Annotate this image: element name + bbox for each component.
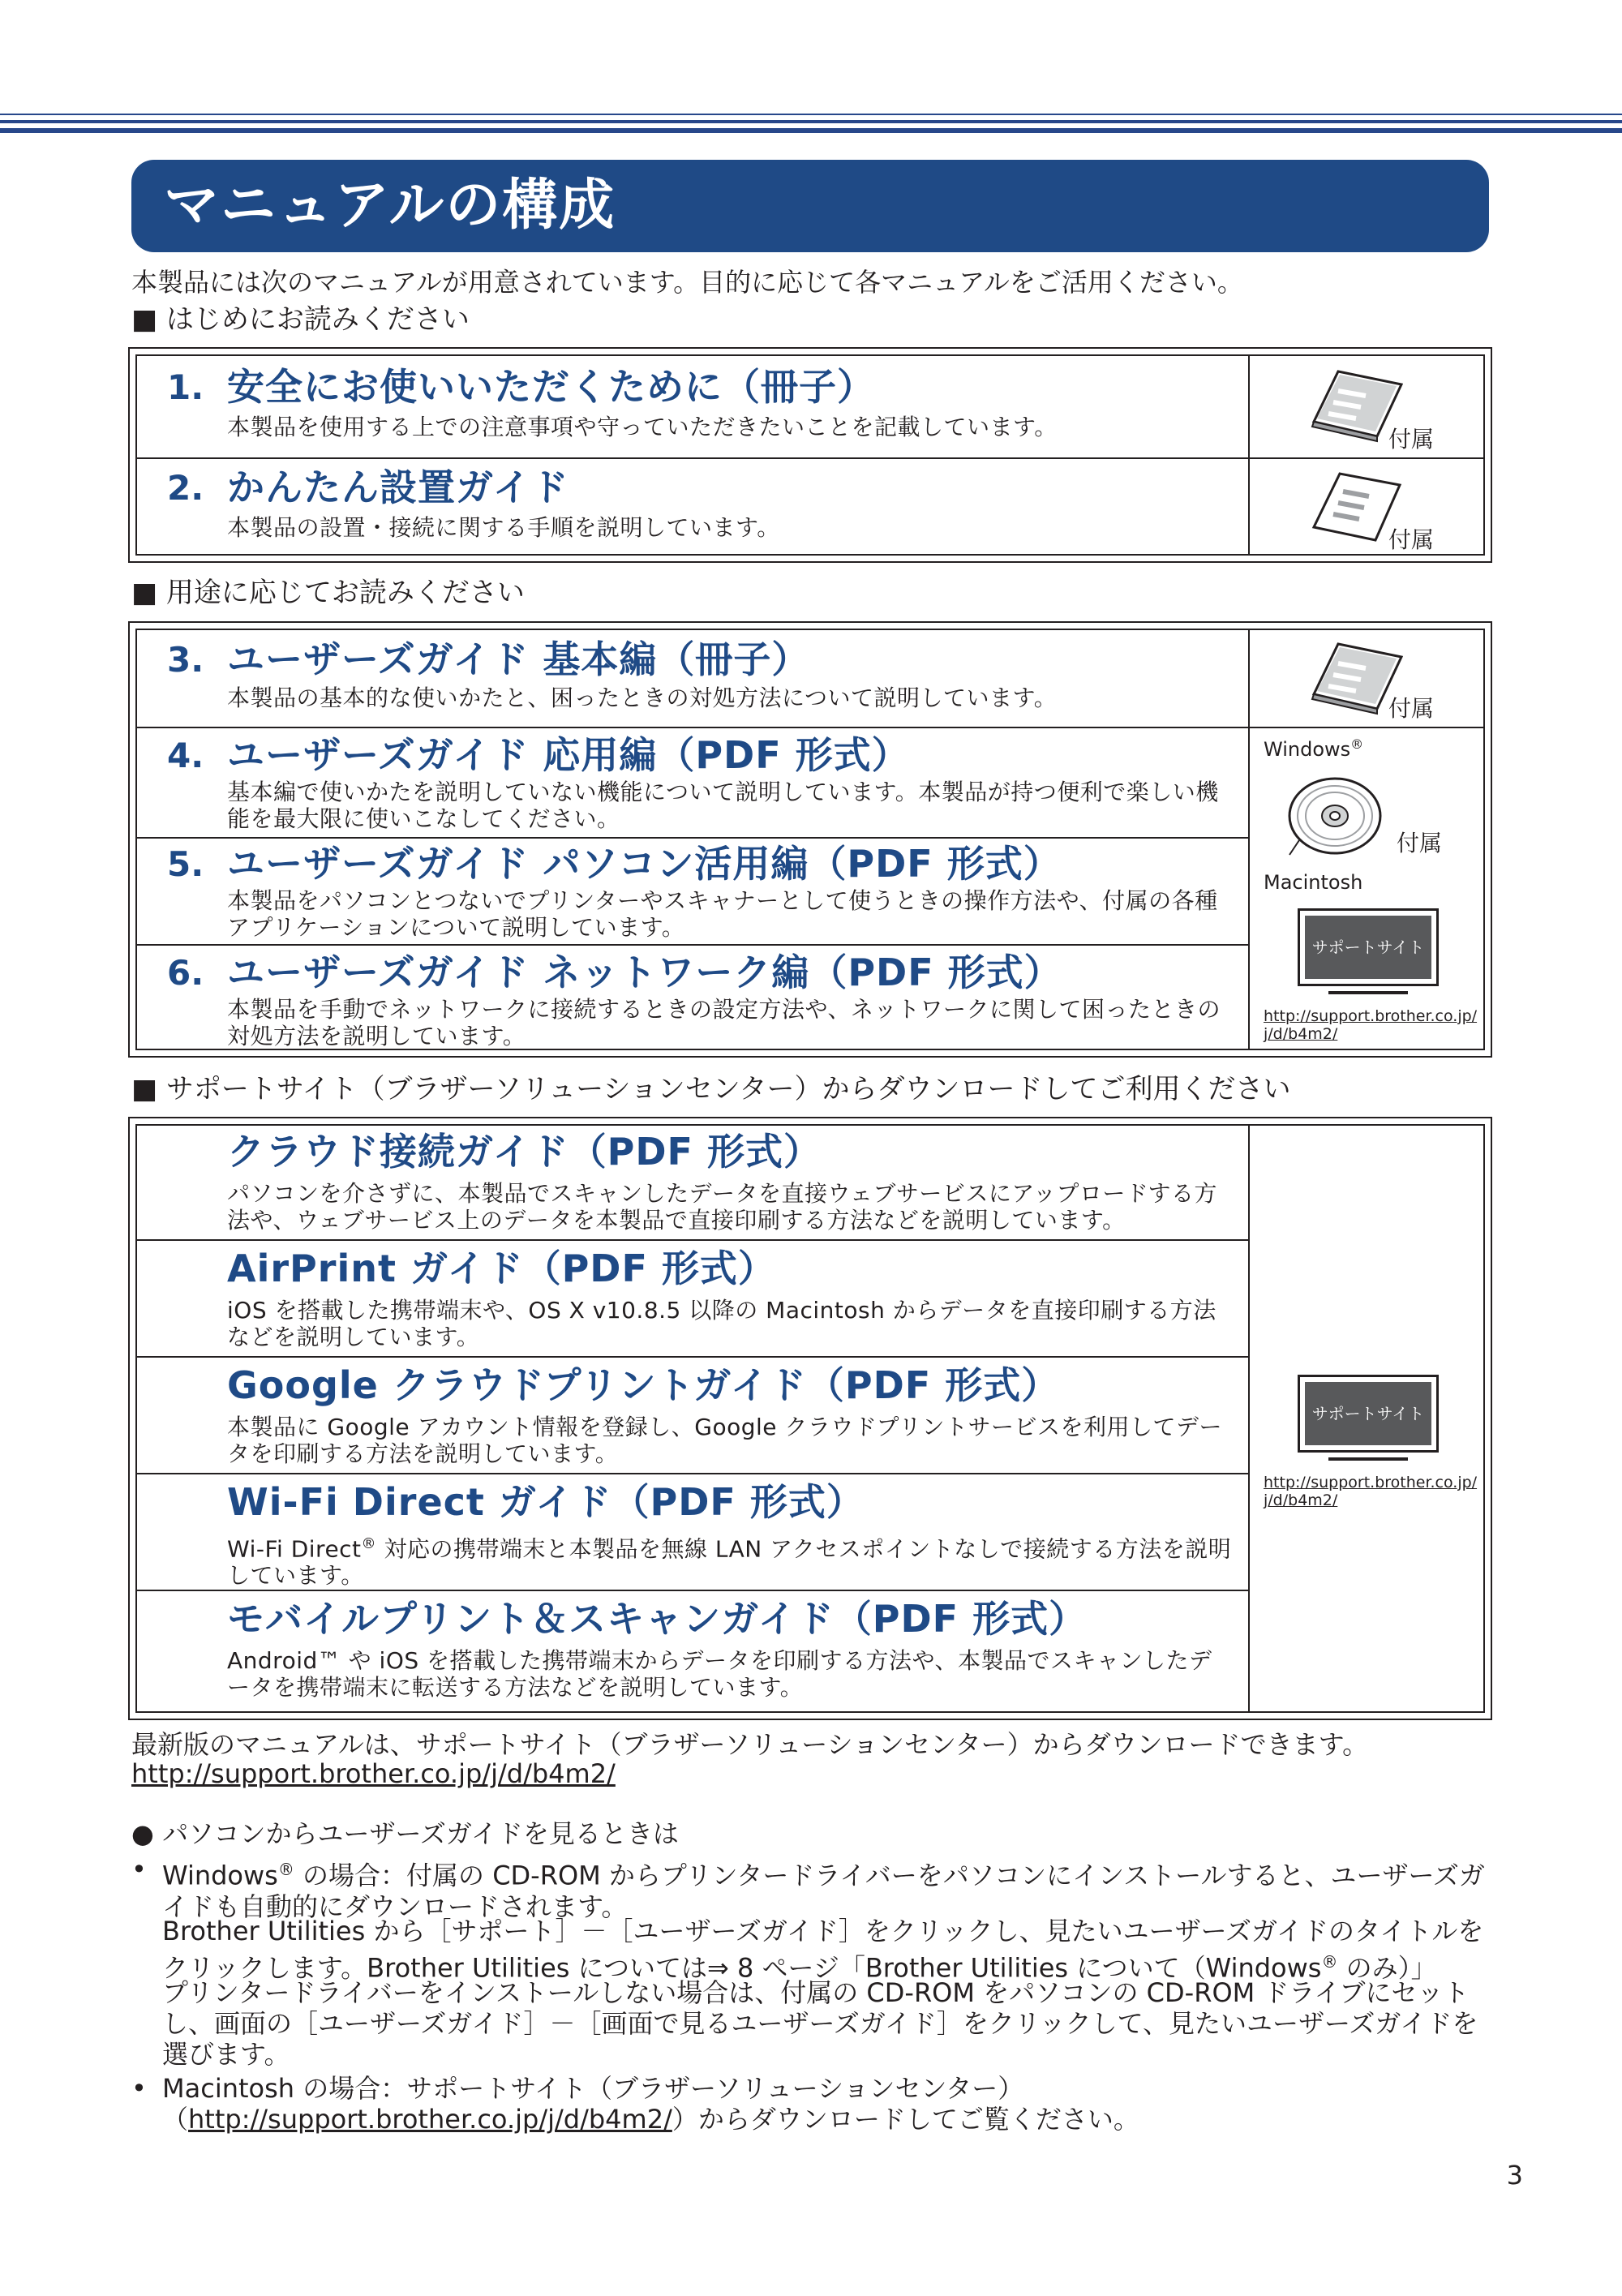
latest-manual-link[interactable]: http://support.brother.co.jp/j/d/b4m2/ [131, 1758, 616, 1789]
row-divider [135, 837, 1248, 839]
included-label: 付属 [1388, 426, 1435, 453]
windows-cdrom-instructions: プリンタードライバーをインストールしない場合は、付属の CD-ROM をパソコンの CD-ROM ドライブにセットし、画面の［ユーザーズガイド］－［画面で見るユーザーズガイド］をクリックして、見たいユーザーズガイドを選びます。 [162, 1977, 1478, 2070]
title-banner [131, 160, 1489, 252]
manual-number: 5. [167, 844, 204, 884]
pc-view-heading: ● パソコンからユーザーズガイドを見るときは [131, 1818, 679, 1849]
manual-description: Wi-Fi Direct® 対応の携帯端末と本製品を無線 LAN アクセスポイントなしで接続する方法を説明しています。 [227, 1535, 1232, 1590]
included-label: 付属 [1388, 526, 1435, 553]
macintosh-label: Macintosh [1264, 871, 1363, 894]
manual-description: 本製品に Google アカウント情報を登録し、Google クラウドプリントサービスを利用してデータを印刷する方法を説明しています。 [227, 1414, 1222, 1467]
row-divider [135, 1590, 1248, 1591]
row-divider [135, 457, 1485, 459]
bullet-marker: • [131, 2073, 147, 2104]
manual-number: 1. [167, 367, 204, 407]
manual-number: 2. [167, 468, 204, 508]
column-divider [1248, 1124, 1250, 1713]
manual-description: 本製品を使用する上での注意事項や守っていただきたいことを記載しています。 [227, 414, 1058, 440]
booklet-icon [1298, 637, 1403, 715]
booklet-icon [1298, 365, 1403, 443]
manual-number: 6. [167, 953, 204, 993]
manual-description: 本製品の基本的な使いかたと、困ったときの対処方法について説明しています。 [227, 685, 1058, 711]
header-rule-mid [0, 120, 1622, 123]
latest-manual-note: 最新版のマニュアルは、サポートサイト（ブラザーソリューションセンター）からダウンロードできます。 [131, 1729, 1369, 1760]
manual-description: 本製品を手動でネットワークに接続するときの設定方法や、ネットワークに関して困ったときの対処方法を説明しています。 [227, 996, 1221, 1049]
manual-description: パソコンを介さずに、本製品でスキャンしたデータを直接ウェブサービスにアップロードする方法や、ウェブサービス上のデータを本製品で直接印刷する方法などを説明しています。 [227, 1180, 1218, 1234]
section-heading-2: ■ 用途に応じてお読みください [131, 577, 525, 609]
manual-title: AirPrint ガイド（PDF 形式） [227, 1247, 776, 1290]
manual-description: 本製品の設置・接続に関する手順を説明しています。 [227, 514, 780, 541]
manual-title: 安全にお使いいただくために（冊子） [227, 365, 875, 409]
manual-title: クラウド接続ガイド（PDF 形式） [227, 1130, 822, 1174]
monitor-stand [1328, 991, 1408, 994]
header-rule-thin [0, 114, 1622, 115]
column-divider [1248, 354, 1250, 556]
header-rule-thick [0, 128, 1622, 133]
windows-label: Windows® [1264, 736, 1364, 761]
manual-number: 3. [167, 640, 204, 680]
manual-number: 4. [167, 736, 204, 775]
manual-box-2 [128, 621, 1492, 1058]
manual-title: ユーザーズガイド ネットワーク編（PDF 形式） [227, 951, 1062, 994]
manual-title: かんたん設置ガイド [227, 466, 569, 509]
manual-description: iOS を搭載した携帯端末や、OS X v10.8.5 以降の Macintosh からデータを直接印刷する方法などを説明しています。 [227, 1297, 1216, 1350]
support-url-link[interactable]: http://support.brother.co.jp/j/d/b4m2/ [1264, 1474, 1478, 1509]
sheet-guide-icon [1298, 467, 1403, 545]
windows-utilities-instructions: Brother Utilities から［サポート］－［ユーザーズガイド］をクリックし、見たいユーザーズガイドのタイトルをクリックします。Brother Utilities については⇒ 8 ページ「Brother Utilities について（Windows® のみ）」 [162, 1916, 1484, 1984]
row-divider [135, 727, 1485, 728]
manual-title: Google クラウドプリントガイド（PDF 形式） [227, 1363, 1060, 1407]
column-divider [1248, 629, 1250, 1050]
row-divider [135, 1356, 1248, 1358]
manual-title: Wi-Fi Direct ガイド（PDF 形式） [227, 1480, 865, 1524]
manual-description: 基本編で使いかたを説明していない機能について説明しています。本製品が持つ便利で楽しい機能を最大限に使いこなしてください。 [227, 779, 1219, 832]
manual-title: ユーザーズガイド 応用編（PDF 形式） [227, 733, 910, 777]
section-heading-1: ■ はじめにお読みください [131, 303, 470, 336]
included-label: 付属 [1397, 830, 1443, 856]
manual-description: Android™ や iOS を搭載した携帯端末からデータを印刷する方法や、本製品でスキャンしたデータを携帯端末に転送する方法などを説明しています。 [227, 1647, 1212, 1701]
included-label: 付属 [1388, 695, 1435, 722]
support-url-link[interactable]: http://support.brother.co.jp/j/d/b4m2/ [1264, 1007, 1478, 1043]
manual-title: ユーザーズガイド パソコン活用編（PDF 形式） [227, 842, 1062, 886]
manual-box-1 [128, 347, 1492, 563]
row-divider [135, 1473, 1248, 1474]
support-site-label: サポートサイト [1305, 1382, 1431, 1445]
monitor-stand [1328, 1457, 1408, 1461]
support-site-label: サポートサイト [1305, 916, 1431, 979]
windows-instructions: Windows® の場合：付属の CD-ROM からプリンタードライバーをパソコンにインストールすると、ユーザーズガイドも自動的にダウンロードされます。 [162, 1860, 1485, 1922]
row-divider [135, 944, 1248, 946]
section-heading-3: ■ サポートサイト（ブラザーソリューションセンター）からダウンロードしてご利用ください [131, 1073, 1291, 1105]
row-divider [135, 1239, 1248, 1241]
manual-title: モバイルプリント＆スキャンガイド（PDF 形式） [227, 1597, 1088, 1641]
manual-title: ユーザーズガイド 基本編（冊子） [227, 637, 810, 681]
bullet-marker: • [131, 1854, 147, 1885]
mac-support-link[interactable]: http://support.brother.co.jp/j/d/b4m2/ [188, 2104, 672, 2135]
macintosh-instructions: Macintosh の場合：サポートサイト（ブラザーソリューションセンター）（http://support.brother.co.jp/j/d/b4m2/）からダウンロードしてご覧ください。 [162, 2073, 1139, 2135]
manual-description: 本製品をパソコンとつないでプリンターやスキャナーとして使うときの操作方法や、付属の各種アプリケーションについて説明しています。 [227, 887, 1218, 941]
page-number: 3 [1506, 2160, 1523, 2191]
manual-box-3 [128, 1117, 1492, 1720]
support-site-monitor-icon [1298, 1375, 1439, 1453]
intro-text: 本製品には次のマニュアルが用意されています。目的に応じて各マニュアルをご活用ください。 [131, 267, 1243, 298]
page-title: マニュアルの構成 [164, 174, 616, 238]
cd-rom-icon [1281, 772, 1387, 861]
support-site-monitor-icon [1298, 908, 1439, 986]
